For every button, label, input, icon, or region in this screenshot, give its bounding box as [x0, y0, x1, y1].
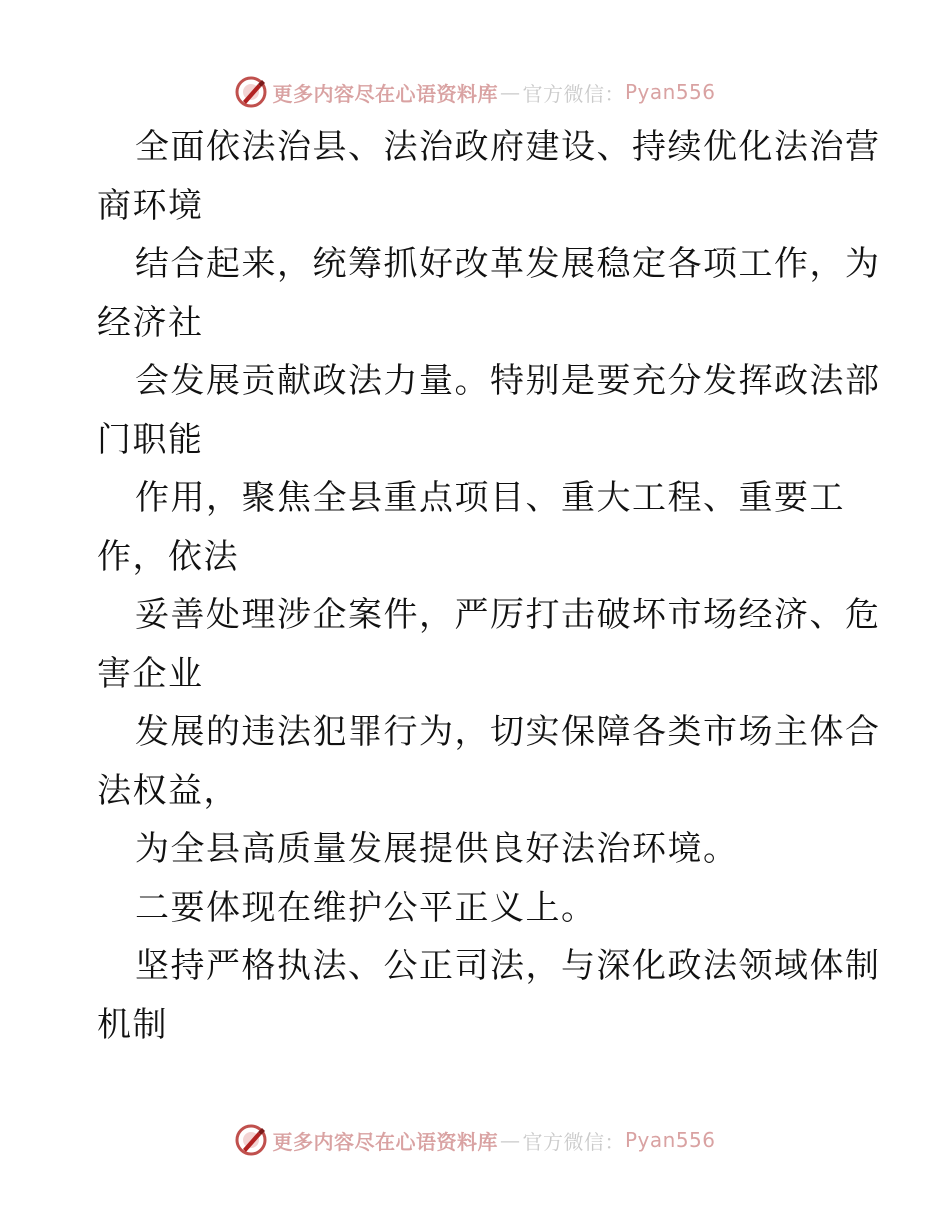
watermark-separator: — — [499, 1128, 521, 1152]
watermark-wechat-id: Pyan556 — [624, 1128, 716, 1152]
pen-logo-icon — [234, 75, 268, 109]
text-line: 害企业 — [97, 653, 204, 694]
text-line: 法权益， — [97, 770, 239, 811]
text-line: 妥善处理涉企案件，严厉打击破坏市场经济、危 — [135, 595, 881, 635]
text-line: 结合起来，统筹抓好改革发展稳定各项工作，为 — [135, 244, 881, 284]
text-line: 经济社 — [97, 302, 204, 343]
text-line: 作用，聚焦全县重点项目、重大工程、重要工 — [135, 478, 845, 518]
text-line: 会发展贡献政法力量。特别是要充分发挥政法部 — [135, 361, 881, 401]
watermark-main-text: 更多内容尽在心语资料库 — [272, 81, 498, 106]
footer-watermark — [0, 1120, 950, 1160]
pen-logo-icon — [234, 1123, 268, 1157]
text-line: 全面依法治县、法治政府建设、持续优化法治营 — [135, 127, 881, 167]
text-line: 二要体现在维护公平正义上。 — [135, 887, 597, 928]
text-line: 商环境 — [97, 185, 204, 226]
watermark-wechat-label: 官方微信： — [522, 81, 625, 106]
text-line: 为全县高质量发展提供良好法治环境。 — [135, 829, 739, 869]
document-body — [97, 118, 881, 1054]
watermark-separator: — — [499, 80, 521, 104]
watermark-wechat-id: Pyan556 — [624, 80, 716, 104]
text-line: 作，依法 — [97, 536, 239, 577]
watermark-main-text: 更多内容尽在心语资料库 — [272, 1129, 498, 1154]
text-line: 门职能 — [97, 419, 204, 460]
text-line: 机制 — [97, 1004, 168, 1045]
header-watermark — [0, 72, 950, 112]
watermark-wechat-label: 官方微信： — [522, 1129, 625, 1154]
text-line: 坚持严格执法、公正司法，与深化政法领域体制 — [135, 946, 881, 986]
text-line: 发展的违法犯罪行为，切实保障各类市场主体合 — [135, 712, 881, 752]
